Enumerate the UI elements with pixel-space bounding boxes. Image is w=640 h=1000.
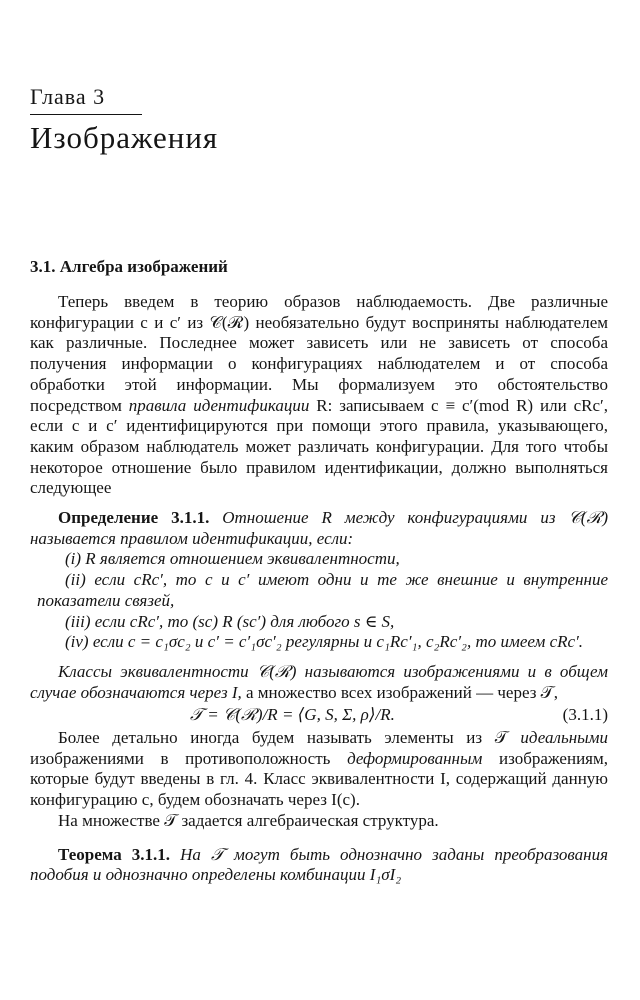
theorem-paragraph bbox=[30, 845, 608, 886]
ideal-paragraph: Более детально иногда будем называть элементы из 𝒯 идеальными изображениями в противоположность деформированным изображениям, которые будут введены в гл. 4. Класс эквивалентности I, содержащий данную конфигурацию c, будем обозначать через I(c). bbox=[30, 728, 608, 810]
formula: 𝒯 = 𝒞(ℛ)/R = ⟨G, S, Σ, ρ⟩/R. bbox=[190, 705, 395, 725]
classes-text: а множество всех изображений — через 𝒯, bbox=[241, 682, 558, 702]
intro-text: Теперь введем в теорию образов наблюдаемость. Две различные конфигурации c и c′ из 𝒞(ℛ) необязательно будут восприняты наблюдателем как различные. Последнее может зависеть или не зависеть от способа получения информации о конфигурациях наблюдателем и от способа обработки этой информации. Мы формализуем это обстоятельство посредством bbox=[30, 292, 608, 415]
definition-text: Отношение R между конфигурациями из 𝒞(ℛ) называется правилом идентификации, если: bbox=[30, 508, 608, 548]
structure-paragraph: На множестве 𝒯 задается алгебраическая структура. bbox=[58, 810, 439, 830]
intro-paragraph bbox=[30, 292, 608, 499]
ideal-emphasis: идеальными bbox=[520, 728, 608, 748]
formula-number: (3.1.1) bbox=[562, 705, 608, 725]
deformed-emphasis: деформированным bbox=[347, 748, 483, 768]
intro-emphasis: правила идентификации bbox=[128, 395, 310, 415]
classes-emphasis: Классы эквивалентности 𝒞(ℛ) называются изображениями и в общем случае обозначаются через I, bbox=[30, 661, 608, 702]
definition-item-2: (ii) если cRc′, то c и c′ имеют одни и те же внешние и внутренние показатели связей, bbox=[37, 570, 608, 610]
theorem-text: На 𝒯 могут быть однозначно заданы преобразования подобия и однозначно определены комбинации I₁σI₂ bbox=[30, 844, 609, 885]
intro-text-rest: R: записываем c ≡ c′(mod R) или cRc′, если c и c′ идентифицируются при помощи этого правила, указывающего, каким образом наблюдатель может различать конфигурации. Для того чтобы некоторое отношение было правилом идентификации, должно выполняться следующее bbox=[30, 395, 608, 498]
chapter-rule bbox=[30, 114, 142, 115]
definition-item-3: (iii) если cRc′, то (sc) R (sc′) для любого s ∈ S, bbox=[65, 611, 395, 631]
formula-row bbox=[30, 705, 608, 726]
section-heading: 3.1. Алгебра изображений bbox=[30, 257, 228, 276]
classes-paragraph bbox=[30, 662, 608, 703]
page-body bbox=[30, 292, 608, 886]
definition-paragraph bbox=[30, 508, 608, 549]
chapter-title: Изображения bbox=[30, 120, 219, 155]
definition-item-1: (i) R является отношением эквивалентности, bbox=[65, 549, 400, 569]
definition-heading: Определение 3.1.1. bbox=[58, 508, 210, 528]
definition-item-4: (iv) если c = c₁σc₂ и c′ = c′₁σc′₂ регулярны и c₁Rc′₁, c₂Rc′₂, то имеем cRc′. bbox=[65, 632, 584, 652]
chapter-label: Глава 3 bbox=[30, 84, 106, 109]
theorem-heading: Теорема 3.1.1. bbox=[58, 844, 171, 864]
